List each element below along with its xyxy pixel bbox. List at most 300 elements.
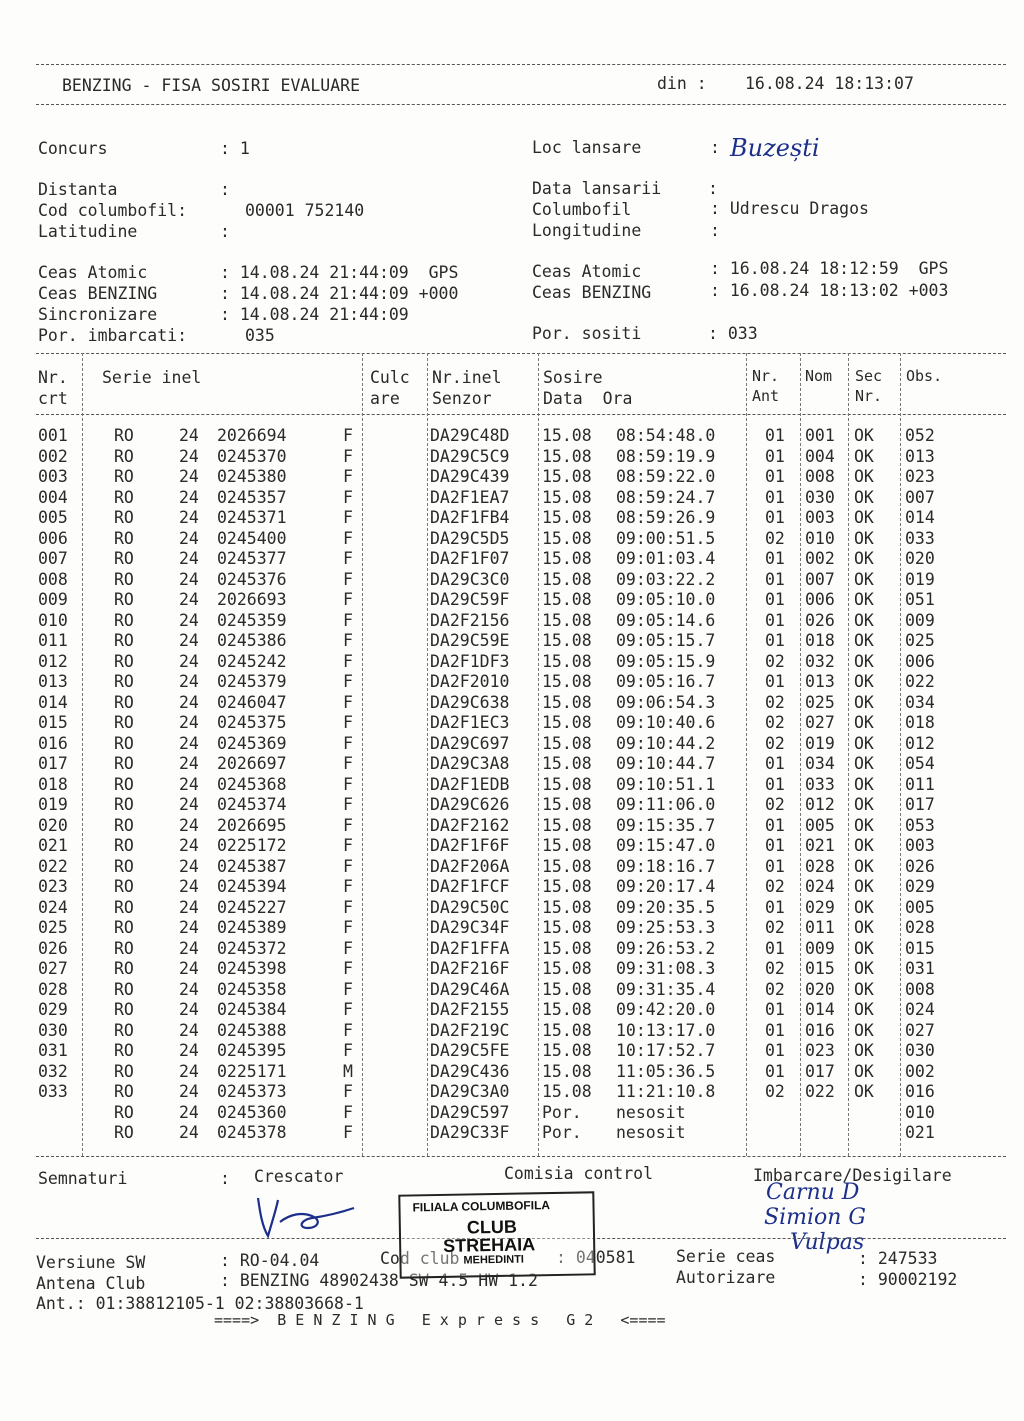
row-date: 15.08 [542, 467, 592, 486]
autorizare-label: Autorizare [676, 1268, 776, 1287]
row-date: Por. [542, 1102, 582, 1122]
table-row [0, 775, 1024, 796]
row-antenna: 02 [765, 692, 785, 712]
versiune-sw-label: Versiune SW [36, 1253, 146, 1272]
row-time: 09:10:51.1 [616, 774, 716, 794]
row-nom: 019 [805, 733, 835, 753]
row-number: 026 [38, 938, 68, 958]
row-nom: 009 [805, 938, 835, 958]
row-date: 15.08 [542, 1000, 592, 1019]
row-ring-number: 0245388 [217, 1020, 287, 1040]
row-sensor: DA29C638 [430, 692, 510, 712]
row-country: RO [114, 426, 134, 445]
header-sec-nr: Nr. [855, 387, 883, 405]
row-ring-number: 0245380 [217, 467, 287, 486]
row-antenna: 01 [765, 549, 785, 568]
row-sex: F [343, 446, 353, 466]
row-year: 24 [179, 528, 199, 548]
club-stamp [398, 1191, 595, 1278]
row-time: 09:05:15.7 [616, 631, 716, 650]
ceas-atomic-label: Ceas Atomic [38, 263, 148, 282]
row-date: 15.08 [542, 1020, 592, 1040]
row-nom: 001 [805, 426, 835, 445]
row-sensor: DA29C34F [430, 918, 510, 937]
row-date: 15.08 [542, 815, 592, 835]
row-date: 15.08 [542, 856, 592, 876]
row-nom: 033 [805, 774, 835, 794]
row-year: 24 [179, 897, 199, 917]
row-number: 033 [38, 1082, 68, 1101]
row-obs: 051 [905, 590, 935, 609]
row-ring-number: 0225171 [217, 1061, 287, 1081]
table-row [0, 816, 1024, 837]
row-obs: 007 [905, 487, 935, 507]
row-country: RO [114, 959, 134, 978]
row-sensor: DA2F1FCF [430, 877, 510, 896]
row-sensor: DA29C5FE [430, 1041, 510, 1060]
row-ring-number: 0245369 [217, 733, 287, 753]
table-row [0, 1000, 1024, 1021]
row-antenna: 02 [765, 795, 785, 814]
row-nom: 007 [805, 569, 835, 589]
row-sex: F [343, 1123, 353, 1142]
row-sex: F [343, 979, 353, 999]
row-ring-number: 0245372 [217, 938, 287, 958]
row-nom: 025 [805, 692, 835, 712]
row-antenna: 01 [765, 508, 785, 527]
row-sex: F [343, 713, 353, 732]
row-year: 24 [179, 815, 199, 835]
row-sex: F [343, 918, 353, 937]
row-antenna: 01 [765, 754, 785, 773]
row-number: 010 [38, 610, 68, 630]
row-country: RO [114, 467, 134, 486]
row-year: 24 [179, 569, 199, 589]
row-number: 020 [38, 815, 68, 835]
row-sec: OK [854, 938, 874, 958]
row-time: 08:54:48.0 [616, 426, 716, 445]
ceas-benzing-left: : 14.08.24 21:44:09 +000 [220, 284, 459, 303]
row-sex: F [343, 1000, 353, 1019]
row-number: 018 [38, 774, 68, 794]
row-sensor: DA29C59F [430, 590, 510, 609]
row-date: 15.08 [542, 877, 592, 896]
semnaturi-colon: : [220, 1169, 230, 1188]
row-sex: F [343, 754, 353, 773]
row-time: 09:05:10.0 [616, 590, 716, 609]
table-row [0, 529, 1024, 550]
row-number: 021 [38, 836, 68, 855]
row-antenna: 01 [765, 590, 785, 609]
row-ring-number: 0245371 [217, 508, 287, 527]
header-culoare-2: are [370, 389, 400, 408]
row-sec: OK [854, 713, 874, 732]
concurs-value: : 1 [220, 139, 250, 158]
row-sex: F [343, 426, 353, 445]
row-antenna: 02 [765, 1082, 785, 1101]
row-date: 15.08 [542, 610, 592, 630]
row-time: 09:31:08.3 [616, 959, 716, 978]
signature-b: Simion G [764, 1205, 866, 1230]
table-row [0, 1123, 1024, 1144]
row-date: 15.08 [542, 774, 592, 794]
row-sec: OK [854, 672, 874, 691]
header-ant: Ant [752, 387, 780, 405]
row-time: 09:42:20.0 [616, 1000, 716, 1019]
row-obs: 016 [905, 1082, 935, 1101]
row-year: 24 [179, 1082, 199, 1101]
row-nom: 021 [805, 836, 835, 855]
row-sensor: DA29C46A [430, 979, 510, 999]
row-obs: 028 [905, 918, 935, 937]
row-country: RO [114, 815, 134, 835]
row-antenna: 02 [765, 528, 785, 548]
row-sex: F [343, 651, 353, 671]
row-number: 031 [38, 1041, 68, 1060]
row-sex: F [343, 528, 353, 548]
table-header-border [36, 414, 1006, 415]
row-country: RO [114, 569, 134, 589]
row-sensor: DA2F1FB4 [430, 508, 510, 527]
row-country: RO [114, 508, 134, 527]
row-year: 24 [179, 1041, 199, 1060]
crescator-label: Crescator [254, 1167, 344, 1186]
row-date: 15.08 [542, 1061, 592, 1081]
row-date: 15.08 [542, 508, 592, 527]
row-nom: 028 [805, 856, 835, 876]
row-sec: OK [854, 446, 874, 466]
row-year: 24 [179, 446, 199, 466]
table-row [0, 939, 1024, 960]
row-obs: 003 [905, 836, 935, 855]
row-nom: 013 [805, 672, 835, 691]
comisia-control-label: Comisia control [504, 1164, 654, 1183]
row-obs: 031 [905, 959, 935, 978]
row-number: 016 [38, 733, 68, 753]
serie-ceas-label: Serie ceas [676, 1247, 776, 1266]
table-row [0, 877, 1024, 898]
row-time: 09:31:35.4 [616, 979, 716, 999]
row-ring-number: 0245368 [217, 774, 287, 794]
row-obs: 019 [905, 569, 935, 589]
row-number: 022 [38, 856, 68, 876]
row-sensor: DA2F1EA7 [430, 487, 510, 507]
row-year: 24 [179, 1020, 199, 1040]
row-year: 24 [179, 672, 199, 691]
row-time: 09:00:51.5 [616, 528, 716, 548]
row-sec: OK [854, 1041, 874, 1060]
row-obs: 021 [905, 1123, 935, 1142]
row-antenna: 01 [765, 631, 785, 650]
row-country: RO [114, 631, 134, 650]
latitudine-value: : [220, 222, 230, 241]
row-sensor: DA29C3C0 [430, 569, 510, 589]
row-number: 001 [38, 426, 68, 445]
row-sex: F [343, 774, 353, 794]
serie-ceas-value: : 247533 [858, 1249, 938, 1268]
row-date: 15.08 [542, 590, 592, 609]
columbofil-value: : Udrescu Dragos [710, 199, 869, 218]
row-sensor: DA29C48D [430, 426, 510, 445]
imbarcare-label: Imbarcare/Desigilare [753, 1166, 952, 1185]
row-year: 24 [179, 733, 199, 753]
row-country: RO [114, 713, 134, 732]
report-date-value: 16.08.24 18:13:07 [745, 74, 914, 93]
header-nr-ant: Nr. [752, 367, 780, 385]
row-sex: F [343, 815, 353, 835]
por-imbarcati-label: Por. imbarcati: [38, 326, 188, 345]
row-date: 15.08 [542, 979, 592, 999]
row-sensor: DA29C697 [430, 733, 510, 753]
row-sex: F [343, 1041, 353, 1060]
row-sec: OK [854, 815, 874, 835]
row-antenna: 01 [765, 467, 785, 486]
row-number: 005 [38, 508, 68, 527]
row-antenna: 01 [765, 1000, 785, 1019]
report-date-label: din : [657, 74, 707, 93]
row-ring-number: 0245394 [217, 877, 287, 896]
row-nom: 012 [805, 795, 835, 814]
row-obs: 011 [905, 774, 935, 794]
row-obs: 014 [905, 508, 935, 527]
versiune-sw-value: : RO-04.04 [220, 1251, 320, 1270]
row-ring-number: 2026694 [217, 426, 287, 445]
header-culoare-1: Culc [370, 368, 410, 387]
row-date: 15.08 [542, 959, 592, 978]
table-row [0, 488, 1024, 509]
row-obs: 018 [905, 713, 935, 732]
row-sensor: DA2F219C [430, 1020, 510, 1040]
row-sensor: DA2F2162 [430, 815, 510, 835]
row-time: 08:59:19.9 [616, 446, 716, 466]
stamp-line-2: CLUB [466, 1216, 518, 1238]
row-antenna: 01 [765, 897, 785, 917]
row-sex: F [343, 959, 353, 978]
longitudine-label: Longitudine [532, 221, 642, 240]
row-sex: F [343, 795, 353, 814]
table-row [0, 467, 1024, 488]
header-top-border [36, 64, 1006, 65]
row-ring-number: 0245400 [217, 528, 287, 548]
row-time: 11:05:36.5 [616, 1061, 716, 1081]
row-number: 004 [38, 487, 68, 507]
row-obs: 009 [905, 610, 935, 630]
row-country: RO [114, 1041, 134, 1060]
row-year: 24 [179, 959, 199, 978]
row-sec: OK [854, 774, 874, 794]
row-sec: OK [854, 631, 874, 650]
row-obs: 053 [905, 815, 935, 835]
row-sec: OK [854, 959, 874, 978]
row-date: 15.08 [542, 528, 592, 548]
row-sensor: DA2F1EC3 [430, 713, 510, 732]
row-nom: 024 [805, 877, 835, 896]
row-date: 15.08 [542, 918, 592, 937]
row-nom: 022 [805, 1082, 835, 1101]
table-row [0, 734, 1024, 755]
row-ring-number: 0245374 [217, 795, 287, 814]
row-antenna: 01 [765, 1061, 785, 1081]
row-sensor: DA2F206A [430, 856, 510, 876]
row-nom: 010 [805, 528, 835, 548]
row-sensor: DA2F1F6F [430, 836, 510, 855]
signature-a: Carnu D [766, 1180, 860, 1205]
concurs-label: Concurs [38, 139, 108, 158]
row-nom: 034 [805, 754, 835, 773]
row-country: RO [114, 918, 134, 937]
row-antenna: 02 [765, 733, 785, 753]
header-crt: crt [38, 389, 68, 408]
table-row [0, 795, 1024, 816]
row-ring-number: 0225172 [217, 836, 287, 855]
row-year: 24 [179, 1061, 199, 1081]
row-antenna: 01 [765, 487, 785, 507]
row-obs: 017 [905, 795, 935, 814]
row-sec: OK [854, 426, 874, 445]
row-time: nesosit [616, 1123, 686, 1142]
row-sensor: DA29C5C9 [430, 446, 510, 466]
row-sensor: DA2F216F [430, 959, 510, 978]
row-obs: 030 [905, 1041, 935, 1060]
row-time: 09:05:16.7 [616, 672, 716, 691]
row-ring-number: 0245379 [217, 672, 287, 691]
row-country: RO [114, 1082, 134, 1101]
row-sensor: DA29C50C [430, 897, 510, 917]
table-row [0, 1103, 1024, 1124]
row-country: RO [114, 877, 134, 896]
row-sec: OK [854, 467, 874, 486]
row-ring-number: 0245360 [217, 1102, 287, 1122]
row-year: 24 [179, 426, 199, 445]
longitudine-value: : [710, 221, 720, 240]
row-sex: F [343, 487, 353, 507]
row-number: 023 [38, 877, 68, 896]
row-ring-number: 0245370 [217, 446, 287, 466]
row-sex: F [343, 631, 353, 650]
row-time: 09:11:06.0 [616, 795, 716, 814]
row-number: 003 [38, 467, 68, 486]
row-year: 24 [179, 467, 199, 486]
row-country: RO [114, 1123, 134, 1142]
header-data-ora: Data Ora [543, 389, 633, 408]
row-ring-number: 0245242 [217, 651, 287, 671]
row-sensor: DA2F1FFA [430, 938, 510, 958]
data-lansarii-label: Data lansarii [532, 179, 662, 198]
row-time: 09:10:44.2 [616, 733, 716, 753]
row-nom: 004 [805, 446, 835, 466]
row-obs: 013 [905, 446, 935, 466]
semnaturi-label: Semnaturi [38, 1169, 128, 1188]
row-antenna: 01 [765, 1020, 785, 1040]
row-year: 24 [179, 713, 199, 732]
row-time: 09:18:16.7 [616, 856, 716, 876]
row-ring-number: 0245227 [217, 897, 287, 917]
row-ring-number: 0245375 [217, 713, 287, 732]
row-obs: 008 [905, 979, 935, 999]
row-number: 019 [38, 795, 68, 814]
row-number: 015 [38, 713, 68, 732]
header-sosire: Sosire [543, 368, 603, 387]
row-year: 24 [179, 856, 199, 876]
table-row [0, 918, 1024, 939]
cod-columbofil-label: Cod columbofil: [38, 201, 188, 220]
row-time: 09:15:47.0 [616, 836, 716, 855]
row-ring-number: 2026697 [217, 754, 287, 773]
row-obs: 022 [905, 672, 935, 691]
row-time: 09:20:17.4 [616, 877, 716, 896]
signature-c: Vulpas [790, 1230, 865, 1255]
row-time: 10:17:52.7 [616, 1041, 716, 1060]
row-antenna: 01 [765, 1041, 785, 1060]
row-time: 08:59:24.7 [616, 487, 716, 507]
table-row [0, 898, 1024, 919]
row-date: 15.08 [542, 487, 592, 507]
row-country: RO [114, 754, 134, 773]
row-sex: F [343, 692, 353, 712]
row-obs: 010 [905, 1102, 935, 1122]
header-nr: Nr. [38, 368, 68, 387]
autorizare-value: : 90002192 [858, 1270, 958, 1289]
table-row [0, 754, 1024, 775]
row-sex: F [343, 467, 353, 486]
row-year: 24 [179, 754, 199, 773]
stamp-line-3: STREHAIA [443, 1234, 536, 1256]
row-sensor: DA2F2010 [430, 672, 510, 691]
stamp-line-1: FILIALA COLUMBOFILA [412, 1198, 551, 1215]
table-row [0, 836, 1024, 857]
row-sex: F [343, 672, 353, 691]
loc-lansare-handwritten: Buzești [730, 134, 820, 162]
row-year: 24 [179, 508, 199, 527]
row-sec: OK [854, 549, 874, 568]
row-number: 028 [38, 979, 68, 999]
row-time: 09:10:40.6 [616, 713, 716, 732]
row-country: RO [114, 487, 134, 507]
row-sensor: DA29C59E [430, 631, 510, 650]
row-sec: OK [854, 918, 874, 937]
row-sec: OK [854, 528, 874, 548]
row-time: 09:20:35.5 [616, 897, 716, 917]
row-sensor: DA29C597 [430, 1102, 510, 1122]
row-date: 15.08 [542, 754, 592, 773]
row-obs: 002 [905, 1061, 935, 1081]
row-sensor: DA29C436 [430, 1061, 510, 1081]
table-row [0, 1041, 1024, 1062]
row-nom: 032 [805, 651, 835, 671]
table-bottom-border [36, 1156, 1006, 1157]
row-date: 15.08 [542, 446, 592, 466]
row-time: 11:21:10.8 [616, 1082, 716, 1101]
row-year: 24 [179, 610, 199, 630]
row-sex: F [343, 610, 353, 630]
row-number: 006 [38, 528, 68, 548]
row-nom: 030 [805, 487, 835, 507]
row-sec: OK [854, 733, 874, 753]
row-antenna: 01 [765, 774, 785, 794]
row-number: 024 [38, 897, 68, 917]
table-row [0, 693, 1024, 714]
row-number: 012 [38, 651, 68, 671]
table-row [0, 426, 1024, 447]
cod-club-label: Cod club [380, 1249, 460, 1268]
row-sec: OK [854, 836, 874, 855]
row-time: 09:05:14.6 [616, 610, 716, 630]
table-row [0, 631, 1024, 652]
row-nom: 018 [805, 631, 835, 650]
row-sex: F [343, 569, 353, 589]
cod-columbofil-value: 00001 752140 [245, 201, 365, 220]
row-antenna: 02 [765, 713, 785, 732]
